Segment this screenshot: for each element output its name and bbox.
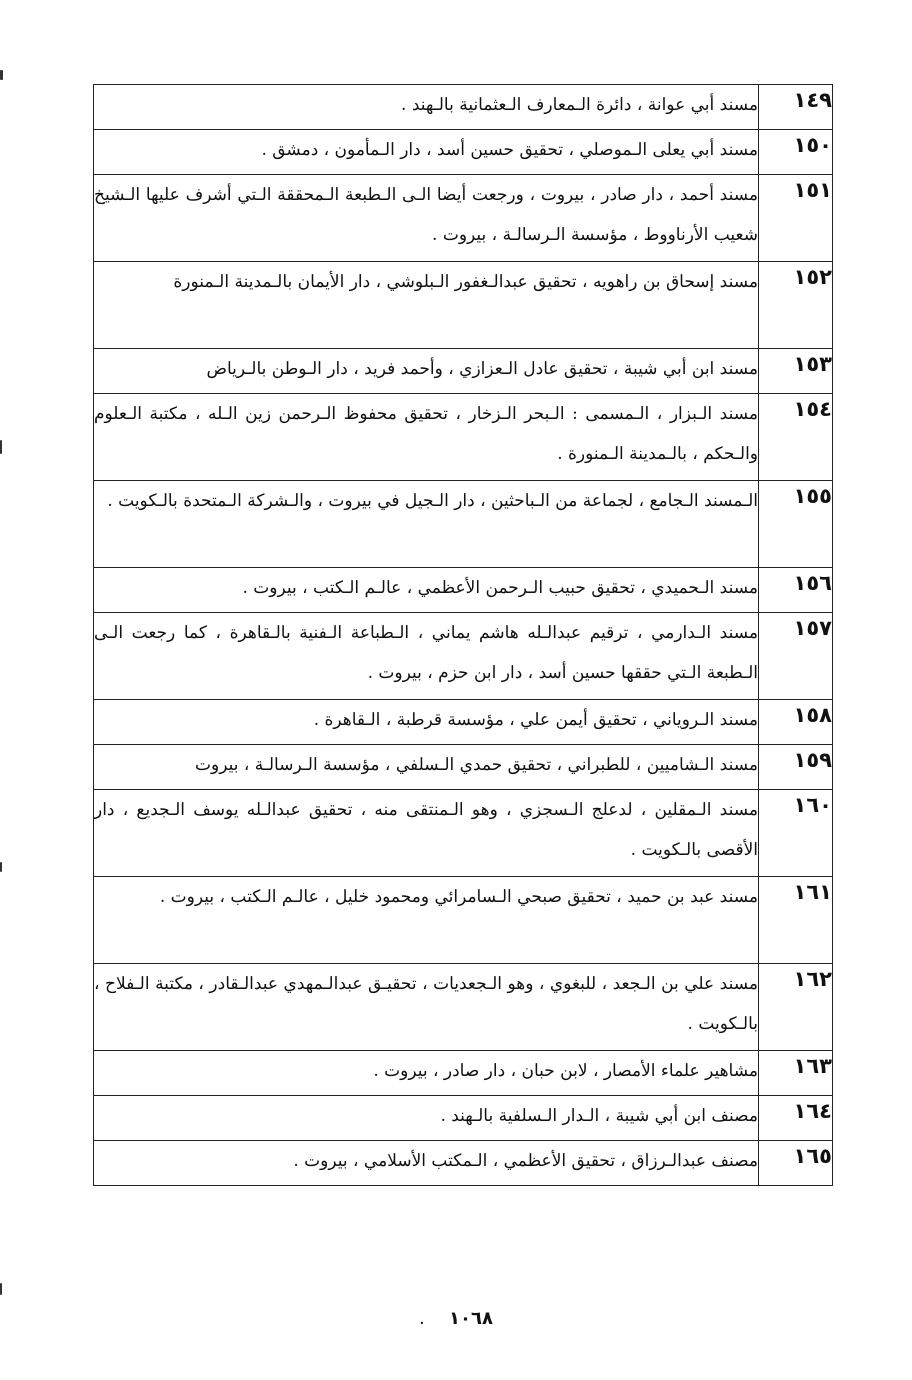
- entry-number: ١٦٣: [759, 1051, 833, 1096]
- entry-number: ١٦٤: [759, 1096, 833, 1141]
- entry-text: مسند الـحميدي ، تحقيق حبيب الـرحمن الأعظمي ، عالـم الـكتب ، بيروت .: [94, 568, 759, 613]
- margin-mark: [0, 440, 2, 454]
- table-row: [94, 130, 833, 175]
- entry-text: مسند عبد بن حميد ، تحقيق صبحي الـسامرائي ومحمود خليل ، عالـم الـكتب ، بيروت .: [94, 877, 759, 964]
- entry-number: ١٥٤: [759, 394, 833, 481]
- entry-number: ١٦٥: [759, 1141, 833, 1186]
- entry-text: مصنف ابن أبي شيبة ، الـدار الـسلفية بالـهند .: [94, 1096, 759, 1141]
- page-number: ١٠٦٨: [449, 1308, 493, 1329]
- entry-number: ١٥٨: [759, 700, 833, 745]
- entry-text: مسند الـروياني ، تحقيق أيمن علي ، مؤسسة قرطبة ، الـقاهرة .: [94, 700, 759, 745]
- bibliography-table: [93, 84, 833, 1186]
- table-row: [94, 613, 833, 700]
- table-row: [94, 877, 833, 964]
- table-row: [94, 568, 833, 613]
- entry-text: مسند الـبزار ، الـمسمى : الـبحر الـزخار ، تحقيق محفوظ الـرحمن زين الـله ، مكتبة الـعلوم والـحكم ، بالـمدينة الـمنورة .: [94, 394, 759, 481]
- entry-text: مسند أبي عوانة ، دائرة الـمعارف الـعثمانية بالـهند .: [94, 85, 759, 130]
- entry-number: ١٦١: [759, 877, 833, 964]
- table-row: [94, 700, 833, 745]
- entry-text: مسند الـمقلين ، لدعلج الـسجزي ، وهو الـمنتقى منه ، تحقيق عبدالـله يوسف الـجديع ، دار الأقصى بالـكويت .: [94, 790, 759, 877]
- entry-text: مسند الـدارمي ، ترقيم عبدالـله هاشم يماني ، الـطباعة الـفنية بالـقاهرة ، كما رجعت الـى الـطبعة الـتي حققها حسين أسد ، دار ابن حزم ، بيروت .: [94, 613, 759, 700]
- entry-text: مسند الـشاميين ، للطبراني ، تحقيق حمدي الـسلفي ، مؤسسة الـرسالـة ، بيروت: [94, 745, 759, 790]
- margin-mark: [0, 70, 3, 80]
- table-row: [94, 262, 833, 349]
- entry-text: مصنف عبدالـرزاق ، تحقيق الأعظمي ، الـمكتب الأسلامي ، بيروت .: [94, 1141, 759, 1186]
- bibliography-table-body: [94, 85, 833, 1186]
- entry-number: ١٥٢: [759, 262, 833, 349]
- entry-number: ١٥٣: [759, 349, 833, 394]
- table-row: [94, 745, 833, 790]
- entry-text: مسند أبي يعلى الـموصلي ، تحقيق حسين أسد ، دار الـمأمون ، دمشق .: [94, 130, 759, 175]
- table-row: [94, 1096, 833, 1141]
- table-row: [94, 790, 833, 877]
- entry-number: ١٥٩: [759, 745, 833, 790]
- entry-text: الـمسند الـجامع ، لجماعة من الـباحثين ، دار الـجيل في بيروت ، والـشركة الـمتحدة بالـكويت .: [94, 481, 759, 568]
- entry-number: ١٤٩: [759, 85, 833, 130]
- entry-number: ١٥٦: [759, 568, 833, 613]
- page-mark: .: [419, 1308, 425, 1329]
- entry-number: ١٦٠: [759, 790, 833, 877]
- entry-text: مسند ابن أبي شيبة ، تحقيق عادل الـعزازي ، وأحمد فريد ، دار الـوطن بالـرياض: [94, 349, 759, 394]
- table-row: [94, 1051, 833, 1096]
- entry-number: ١٥٠: [759, 130, 833, 175]
- entry-number: ١٥١: [759, 175, 833, 262]
- table-row: [94, 964, 833, 1051]
- table-row: [94, 394, 833, 481]
- entry-text: مسند إسحاق بن راهويه ، تحقيق عبدالـغفور الـبلوشي ، دار الأيمان بالـمدينة الـمنورة: [94, 262, 759, 349]
- page-footer: [0, 1308, 912, 1329]
- margin-mark: [0, 862, 2, 872]
- entry-text: مشاهير علماء الأمصار ، لابن حبان ، دار صادر ، بيروت .: [94, 1051, 759, 1096]
- entry-number: ١٦٢: [759, 964, 833, 1051]
- entry-number: ١٥٧: [759, 613, 833, 700]
- entry-number: ١٥٥: [759, 481, 833, 568]
- table-row: [94, 481, 833, 568]
- table-row: [94, 1141, 833, 1186]
- table-row: [94, 349, 833, 394]
- table-row: [94, 175, 833, 262]
- table-row: [94, 85, 833, 130]
- entry-text: مسند أحمد ، دار صادر ، بيروت ، ورجعت أيضا الـى الـطبعة الـمحققة الـتي أشرف عليها الـشيخ شعيب الأرناووط ، مؤسسة الـرسالـة ، بيروت .: [94, 175, 759, 262]
- margin-mark: [0, 1283, 2, 1295]
- entry-text: مسند علي بن الـجعد ، للبغوي ، وهو الـجعديات ، تحقيـق عبدالـمهدي عبدالـقادر ، مكتبة الـفلاح ، بالـكويت .: [94, 964, 759, 1051]
